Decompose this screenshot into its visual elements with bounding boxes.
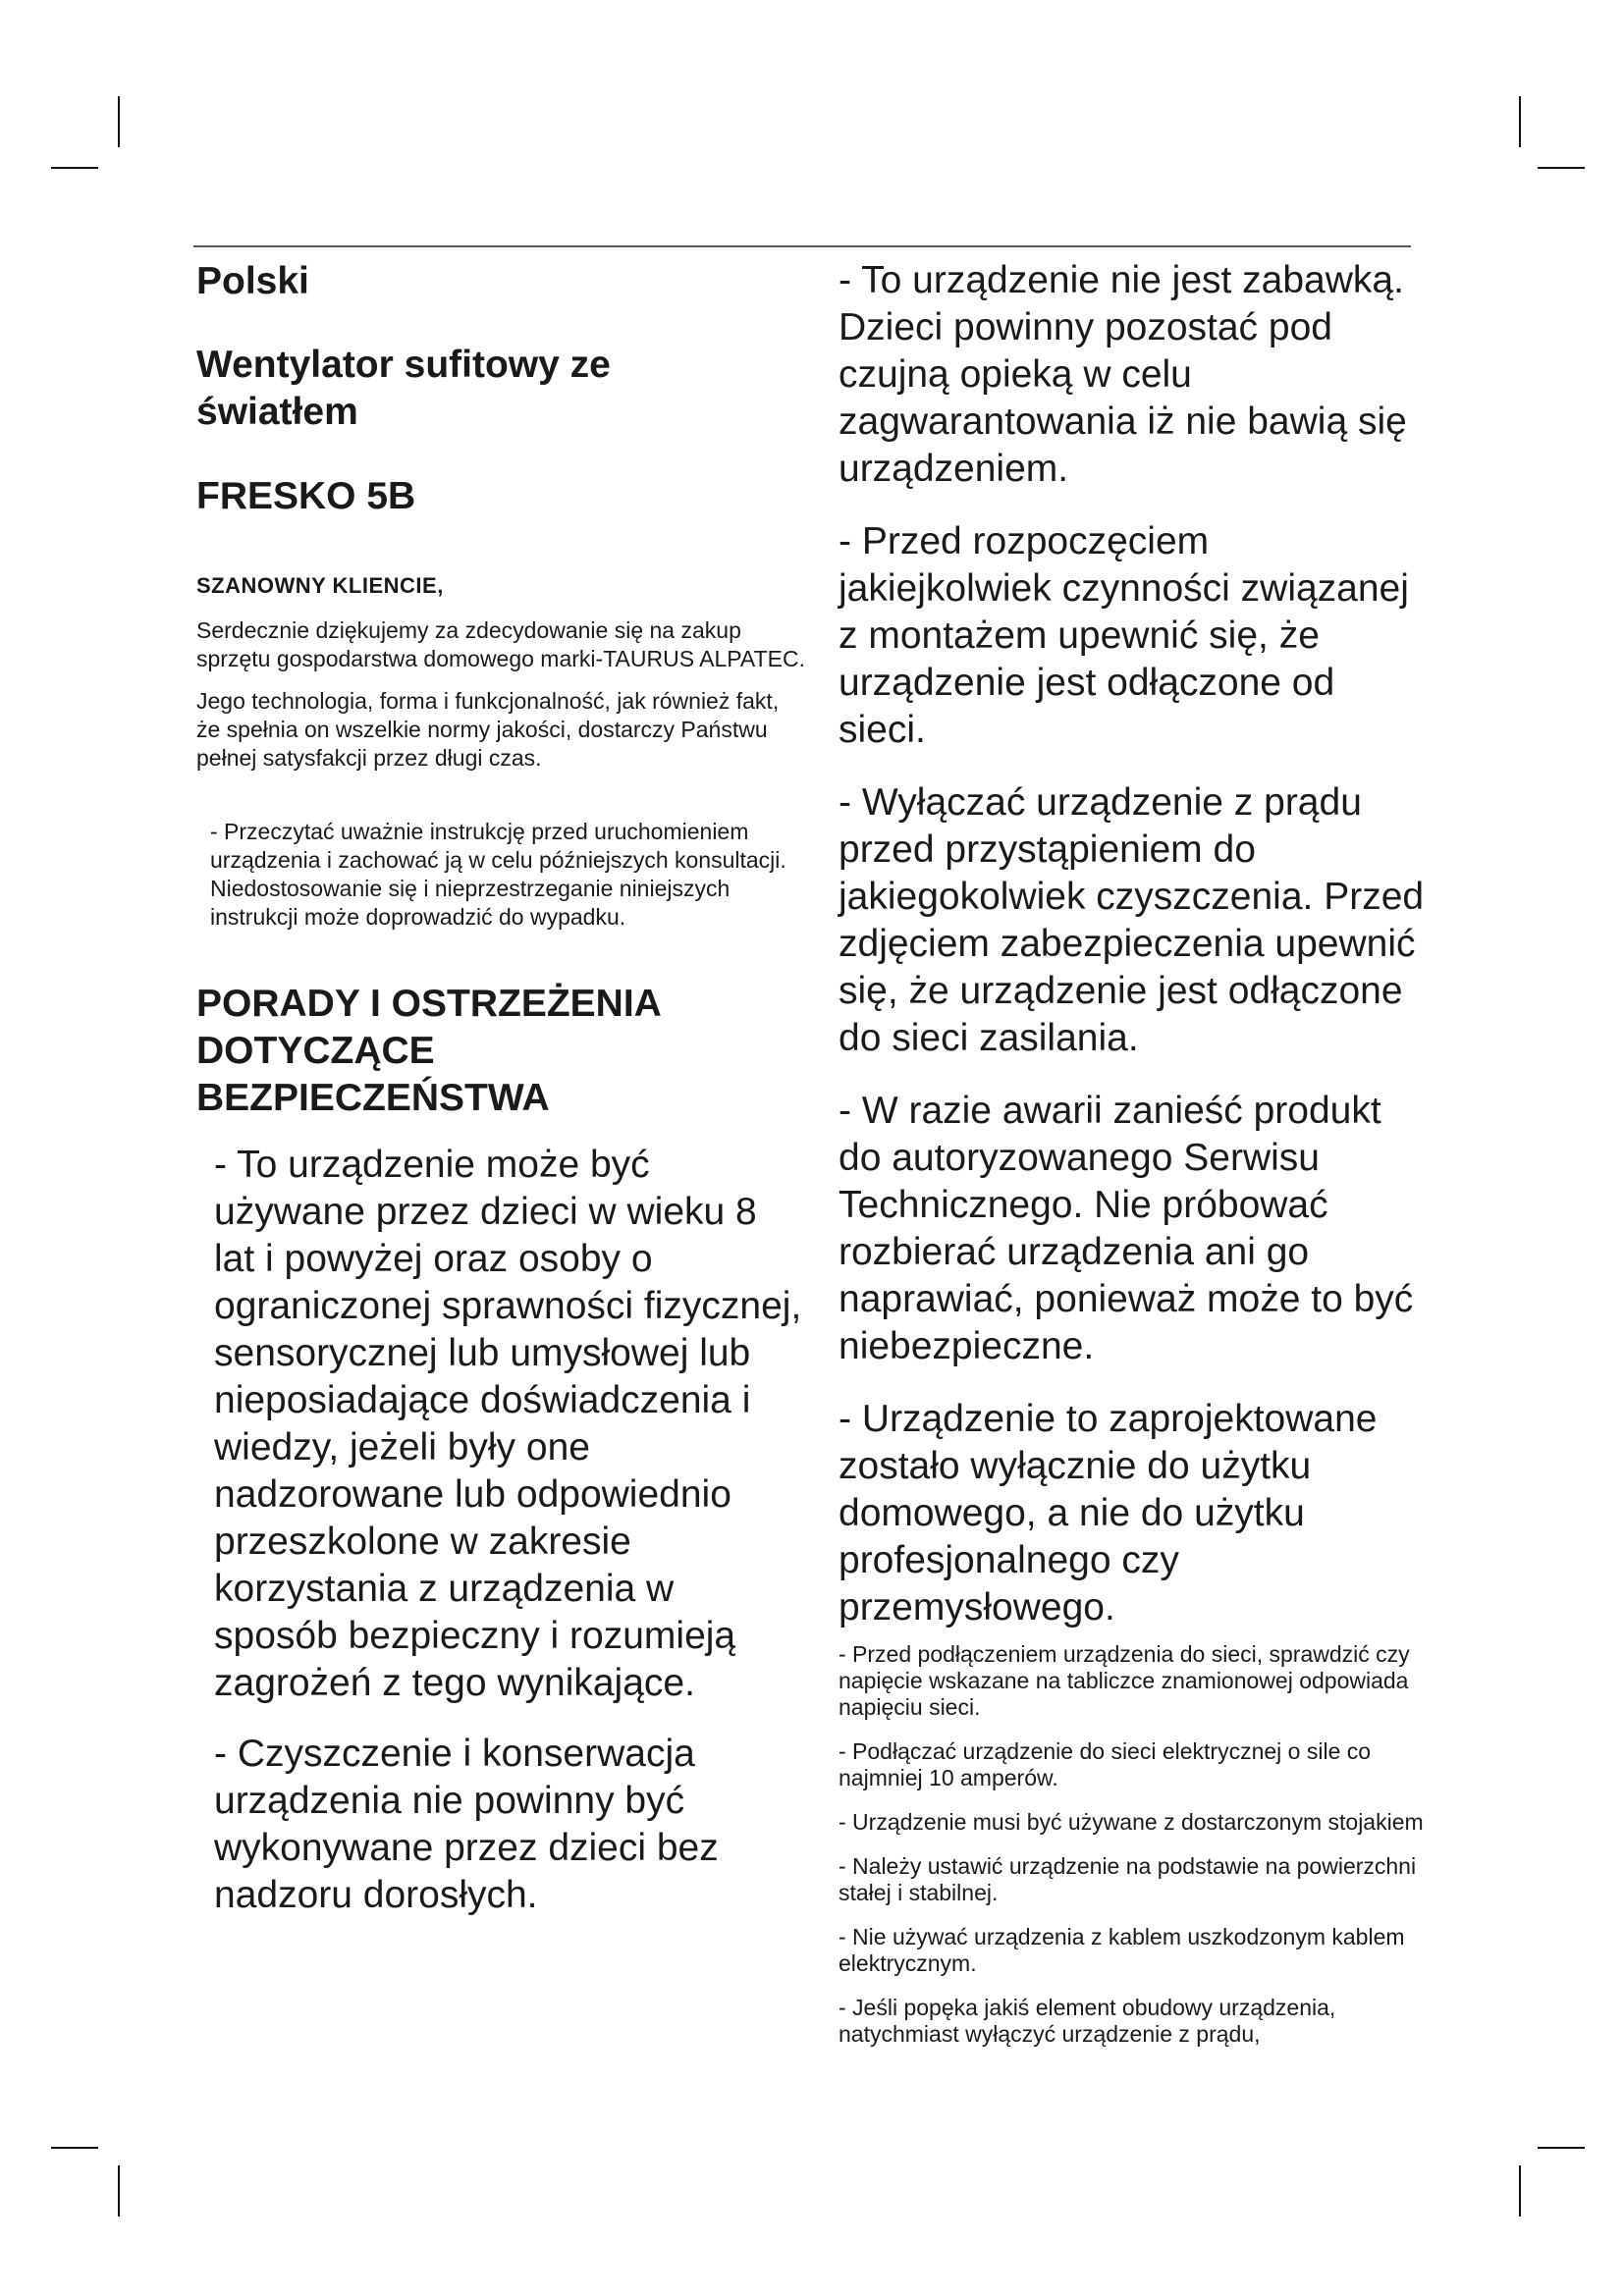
safety-note: - Jeśli popęka jakiś element obudowy urządzenia, natychmiast wyłączyć urządzenie z prądu, [839, 1995, 1336, 2047]
crop-mark [1538, 167, 1585, 169]
safety-note: - Należy ustawić urządzenie na podstawie na powierzchni stałej i stabilnej. [839, 1853, 1417, 1905]
safety-item: - Urządzenie to zaprojektowane zostało wyłącznie do użytku domowego, a nie do użytku profesjonalnego czy przemysłowego. [839, 1398, 1378, 1629]
right-column [839, 257, 1428, 2048]
safety-note: - Urządzenie musi być używane z dostarczonym stojakiem [839, 1809, 1424, 1835]
left-column [196, 257, 805, 1919]
safety-item: - To urządzenie może być używane przez dzieci w wieku 8 lat i powyżej oraz osoby o ograniczonej sprawności fizycznej, sensorycznej lub umysłowej lub nieposiadające doświadczenia i wiedzy, jeżeli były one nadzorowane lub odpowiednio przeszkolone w zakresie korzystania z urządzenia w sposób bezpieczny i rozumieją zagrożeń z tego wynikające. [214, 1144, 802, 1704]
language-label: Polski [196, 260, 309, 302]
read-instructions-note: - Przeczytać uważnie instrukcję przed uruchomieniem urządzenia i zachować ją w celu późniejszych konsultacji. Niedostosowanie się i nieprzestrzeganie niniejszych instrukcji może doprowadzić do wypadku. [210, 819, 786, 930]
safety-heading-line-1: PORADY I OSTRZEŻENIA [196, 983, 662, 1025]
intro-paragraph: Jego technologia, forma i funkcjonalność, jak również fakt, że spełnia on wszelkie normy jakości, dostarczy Państwu pełnej satysfakcji przez długi czas. [196, 688, 780, 771]
safety-item: - W razie awarii zanieść produkt do autoryzowanego Serwisu Technicznego. Nie próbować rozbierać urządzenia ani go naprawiać, ponieważ może to być niebezpieczne. [839, 1090, 1414, 1367]
safety-note: - Podłączać urządzenie do sieci elektrycznej o sile co najmniej 10 amperów. [839, 1738, 1372, 1790]
crop-mark [51, 2147, 98, 2149]
product-title [196, 342, 805, 436]
safety-note: - Przed podłączeniem urządzenia do sieci, sprawdzić czy napięcie wskazane na tabliczce znamionowej odpowiada napięciu sieci. [839, 1641, 1410, 1720]
crop-mark [118, 96, 120, 147]
greeting: SZANOWNY KLIENCIE, [196, 573, 444, 598]
top-divider [193, 245, 1411, 247]
safety-item: - To urządzenie nie jest zabawką. Dzieci powinny pozostać pod czujną opieką w celu zagwarantowania iż nie bawią się urządzeniem. [839, 259, 1407, 490]
intro-paragraph: Serdecznie dziękujemy za zdecydowanie się na zakup sprzętu gospodarstwa domowego marki-TAURUS ALPATEC. [196, 617, 805, 671]
product-title-line-1: Wentylator sufitowy ze [196, 344, 611, 386]
safety-item: - Wyłączać urządzenie z prądu przed przystąpieniem do jakiegokolwiek czyszczenia. Przed zdjęciem zabezpieczenia upewnić się, że urządzenie jest odłączone do sieci zasilania. [839, 781, 1425, 1059]
safety-item: - Czyszczenie i konserwacja urządzenia nie powinny być wykonywane przez dzieci bez nadzoru dorosłych. [214, 1733, 719, 1916]
crop-mark [1538, 2147, 1585, 2149]
model-name: FRESKO 5B [196, 475, 416, 517]
crop-mark [51, 167, 98, 169]
crop-mark [118, 2165, 120, 2216]
safety-item: - Przed rozpoczęciem jakiejkolwiek czynności związanej z montażem upewnić się, że urządzenie jest odłączone od sieci. [839, 520, 1409, 751]
crop-mark [1519, 2165, 1521, 2216]
product-title-line-2: światłem [196, 391, 358, 433]
safety-heading [196, 981, 805, 1122]
safety-heading-line-3: BEZPIECZEŃSTWA [196, 1077, 550, 1119]
safety-note: - Nie używać urządzenia z kablem uszkodzonym kablem elektrycznym. [839, 1924, 1405, 1976]
safety-heading-line-2: DOTYCZĄCE [196, 1030, 435, 1072]
crop-mark [1519, 96, 1521, 147]
